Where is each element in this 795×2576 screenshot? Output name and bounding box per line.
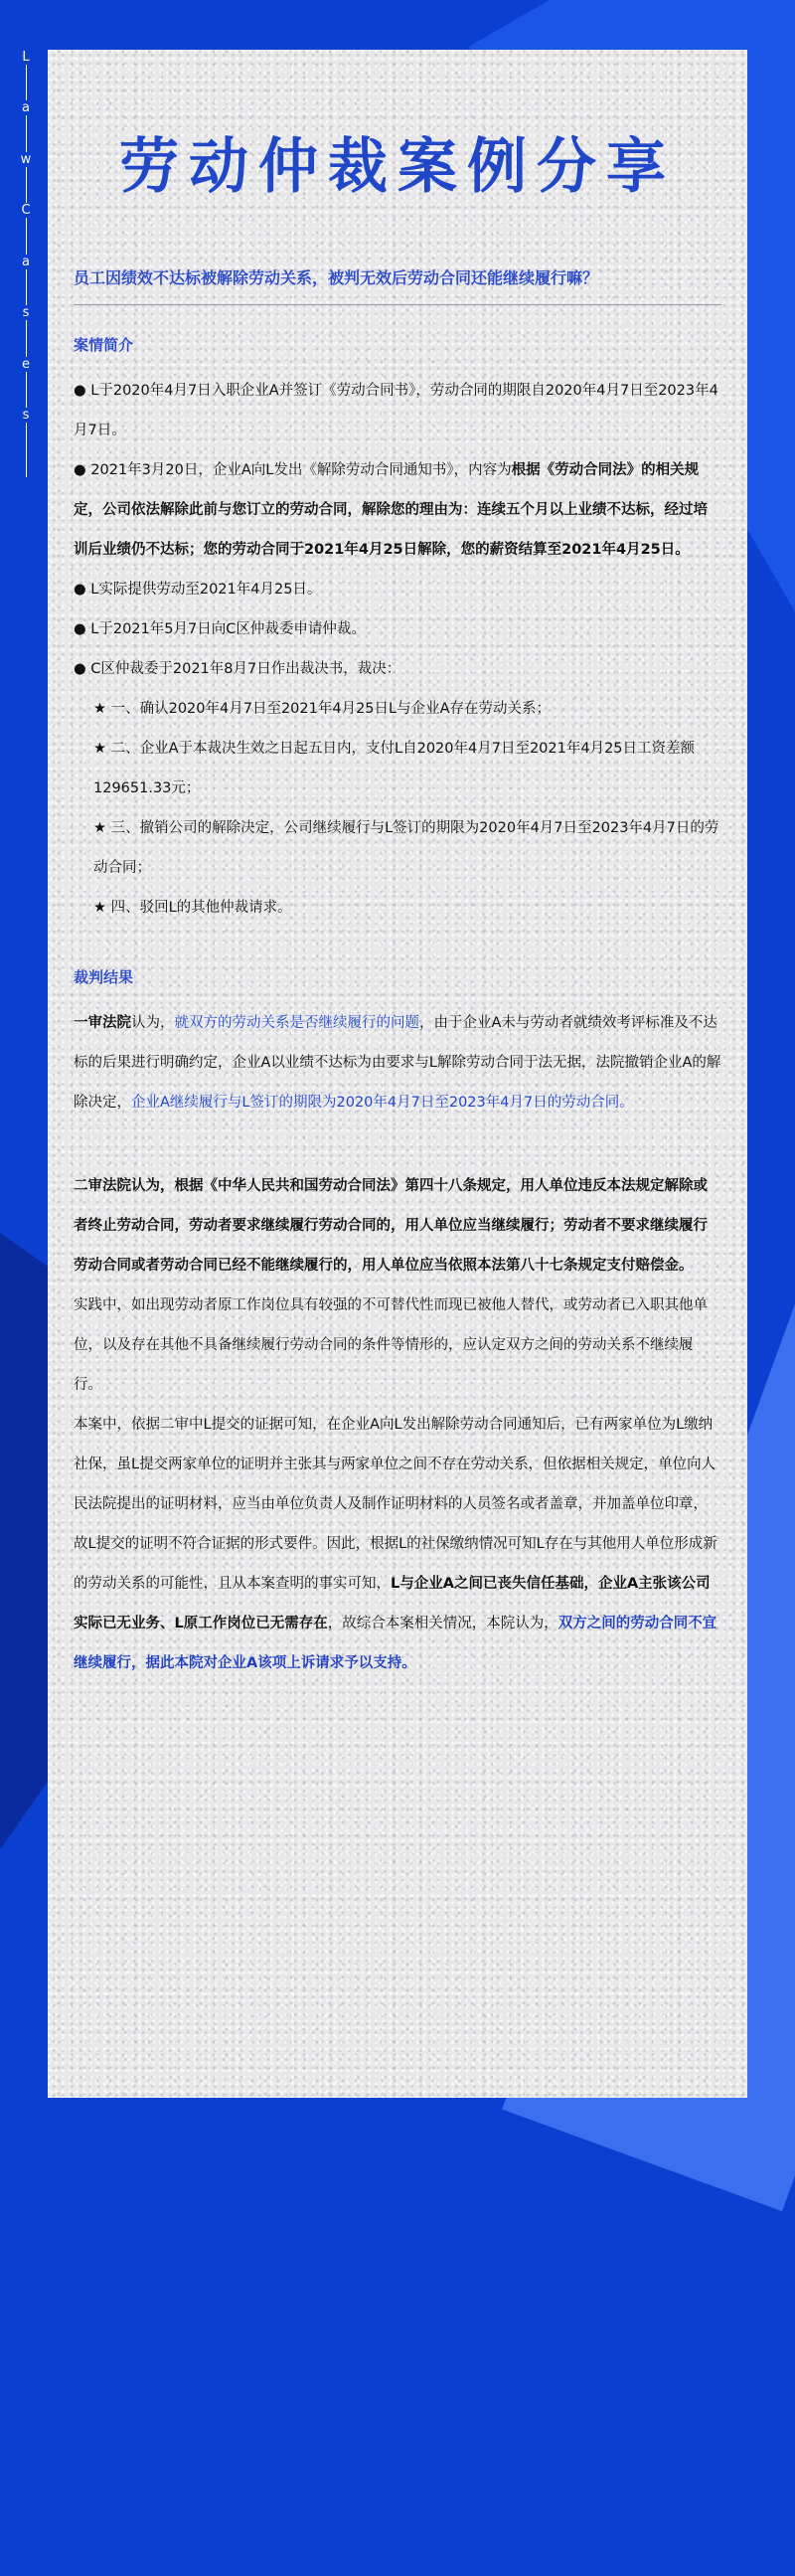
judgment-text: ，故综合本案相关情况，本院认为， (327, 1616, 558, 1631)
page-title: 劳动仲裁案例分享 (119, 132, 676, 202)
side-letter: e (22, 356, 30, 372)
case-paragraph: ● L实际提供劳动至2021年4月25日。 (74, 582, 322, 598)
section-heading-judgment: 裁判结果 (74, 968, 134, 986)
first-instance-paragraph (74, 1003, 721, 1122)
case-text-bold: 根据《劳动合同法》的相关规定，公司依法解除此前与您订立的劳动合同，解除您的理由为：连续五个月以上业绩不达标，经过培训后业绩仍不达标；您的劳动合同于2021年4月25日解除，您的薪资结算至2021年4月25日。 (74, 462, 708, 558)
second-instance-paragraph (74, 1166, 721, 1286)
side-letter: a (22, 254, 30, 269)
practice-paragraph: 实践中，如出现劳动者原工作岗位具有较强的不可替代性而现已被他人替代，或劳动者已入职其他单位，以及存在其他不具备继续履行劳动合同的条件等情形的，应认定双方之间的劳动关系不继续履行。 (74, 1297, 708, 1393)
side-divider (26, 320, 27, 356)
case-paragraph: ● C区仲裁委于2021年8月7日作出裁决书，裁决： (74, 661, 401, 677)
side-divider (26, 372, 27, 408)
judgment-text: 本案中，依据二审中L提交的证据可知，在企业A向L发出解除劳动合同通知后，已有两家单位为L缴纳社保，虽L提交两家单位的证明并主张其与两家单位之间不存在劳动关系，但依据相关规定，单位向人民法院提出的证明材料，应当由单位负责人及制作证明材料的人员签名或者盖章，并加盖单位印章，故L提交的证明不符合证据的形式要件。因此，根据L的社保缴纳情况可知L存在与其他用人单位形成新的劳动关系的可能性，且从本案查明的事实可知， (74, 1417, 717, 1592)
judgment-text: 认为， (131, 1015, 175, 1031)
side-letter: a (22, 100, 30, 116)
side-divider (26, 115, 27, 151)
judgment-text: ，由于企业A未与劳动者就绩效考评标准及不达标的后果进行明确约定，企业A以业绩不达标为由要求与L解除劳动合同于法无据，法院撤销企业A的解除决定， (74, 1015, 721, 1111)
judgment-text-bold: L与企业A之间已丧失信任基础，企业A主张该公司实际已无业务、L原工作岗位已无需存在 (74, 1576, 711, 1631)
judgment-text-bold: 认为，根据《中华人民共和国劳动合同法》第四十八条规定，用人单位违反本法规定解除或者终止劳动合同，劳动者要求继续履行劳动合同的，用人单位应当继续履行；劳动者不要求继续履行劳动合同或者劳动合同已经不能继续履行的，用人单位应当依照本法第八十七条规定支付赔偿金。 (74, 1178, 708, 1274)
side-vertical-label (18, 50, 34, 477)
judgment-highlight: 就双方的劳动关系是否继续履行的问题 (174, 1015, 419, 1031)
first-instance-lead: 一审法院 (74, 1015, 131, 1031)
side-divider (26, 65, 27, 100)
judgment-highlight: 企业A继续履行与L签订的期限为2020年4月7日至2023年4月7日的劳动合同。 (131, 1095, 634, 1111)
ruling-item: ★ 四、驳回L的其他仲裁请求。 (93, 900, 292, 916)
side-letter: s (22, 305, 30, 321)
side-divider (26, 167, 27, 203)
case-analysis-paragraph (74, 1405, 721, 1683)
second-instance-lead: 二审法院 (74, 1178, 131, 1194)
side-letter: C (21, 203, 31, 219)
ruling-item: ★ 二、企业A于本裁决生效之日起五日内，支付L自2020年4月7日至2021年4月25日工资差额129651.33元； (93, 741, 696, 796)
judgment-highlight: 双方之间的劳动合同不宜继续履行，据此本院对企业A该项上诉请求予以支持。 (74, 1616, 717, 1671)
case-text: ● 2021年3月20日，企业A向L发出《解除劳动合同通知书》，内容为 (74, 462, 512, 478)
article-subtitle: 员工因绩效不达标被解除劳动关系，被判无效后劳动合同还能继续履行嘛？ (74, 268, 599, 287)
ruling-item: ★ 一、确认2020年4月7日至2021年4月25日L与企业A存在劳动关系； (93, 701, 552, 717)
side-letter: L (22, 50, 30, 65)
section-heading-case-intro: 案情简介 (74, 336, 134, 354)
side-divider (26, 423, 27, 477)
case-paragraph: ● L于2021年5月7日向C区仲裁委申请仲裁。 (74, 621, 366, 637)
spacer (74, 1122, 721, 1166)
case-paragraph (74, 450, 721, 570)
divider (74, 304, 721, 305)
side-divider (26, 218, 27, 254)
side-divider (26, 269, 27, 305)
ruling-item: ★ 三、撤销公司的解除决定，公司继续履行与L签订的期限为2020年4月7日至2023年4月7日的劳动合同； (93, 820, 719, 876)
side-letter: w (20, 151, 32, 167)
article-paper (48, 50, 747, 2098)
case-paragraph: ● L于2020年4月7日入职企业A并签订《劳动合同书》，劳动合同的期限自2020年4月7日至2023年4月7日。 (74, 383, 718, 438)
side-letter: s (22, 408, 30, 424)
